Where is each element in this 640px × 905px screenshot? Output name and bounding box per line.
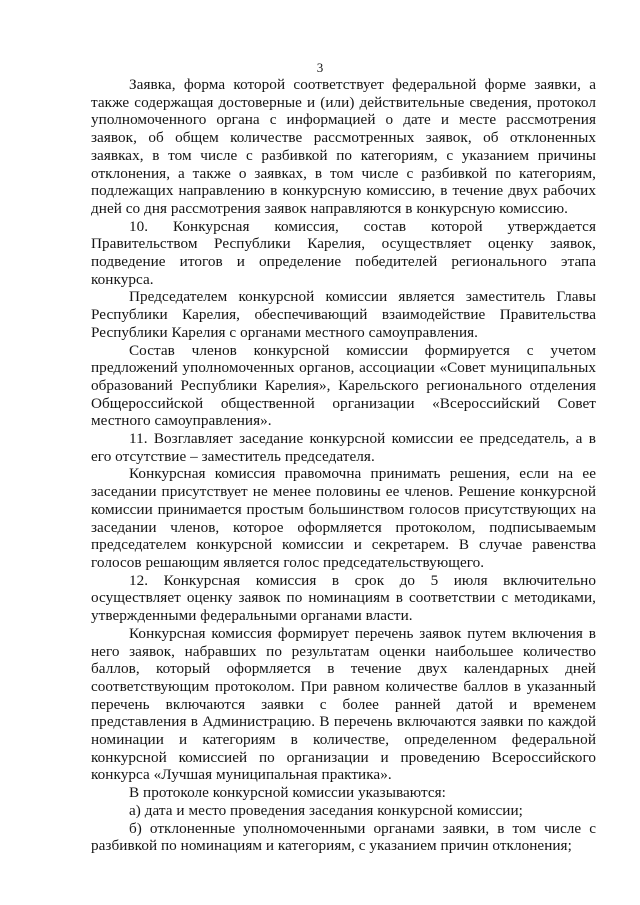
paragraph-12-evaluation-deadline: 12. Конкурсная комиссия в срок до 5 июля включительно осуществляет оценку заявок по номинациям в соответствии с методиками, утвержденными федеральными органами власти. — [91, 571, 596, 625]
paragraph-11-meeting-chair: 11. Возглавляет заседание конкурсной комиссии ее председатель, а в его отсутствие – заместитель председателя. — [91, 430, 596, 465]
list-item-b-rejected-applications: б) отклоненные уполномоченными органами заявки, в том числе с разбивкой по номинациям и категориям, с указанием причин отклонения; — [91, 819, 596, 855]
paragraph-quorum-decisions: Конкурсная комиссия правомочна принимать решения, если на ее заседании присутствует не менее половины ее членов. Решение конкурсной комиссии принимается простым большинством голосов присутствующих на заседании членов, которое оформляется протоколом, подписываемым председателем конкурсной комиссии и секретарем. В случае равенства голосов решающим является голос председательствующего. — [91, 465, 596, 571]
paragraph-10-commission-composition: 10. Конкурсная комиссия, состав которой утверждается Правительством Республики Карелия, осуществляет оценку заявок, подведение итогов и определение победителей регионального этапа конкурса. — [91, 217, 596, 288]
paragraph-protocol-contents: В протоколе конкурсной комиссии указываются: — [129, 784, 446, 802]
paragraph-applications-list: Конкурсная комиссия формирует перечень заявок путем включения в него заявок, набравших по результатам оценки наибольшее количество баллов, который оформляется в течение двух календарных дней соответствующим протоколом. При равном количестве баллов в указанный перечень включаются заявки с более ранней датой и временем представления в Администрацию. В перечень включаются заявки по каждой номинации и категориям в количестве, определенном федеральной конкурсной комиссией по организации и проведению Всероссийского конкурса «Лучшая муниципальная практика». — [91, 624, 596, 784]
paragraph-commission-members: Состав членов конкурсной комиссии формируется с учетом предложений уполномоченных органов, ассоциации «Совет муниципальных образований Республики Карелия», Карельского регионального отделения Общероссийской общественной организации «Всероссийский Совет местного самоуправления». — [91, 341, 596, 430]
paragraph-commission-chair: Председателем конкурсной комиссии является заместитель Главы Республики Карелия, обеспечивающий взаимодействие Правительства Республики Карелия с органами местного самоуправления. — [91, 288, 596, 341]
list-item-a-meeting-date-place: а) дата и место проведения заседания конкурсной комиссии; — [129, 801, 523, 819]
paragraph-application-form: Заявка, форма которой соответствует федеральной форме заявки, а также содержащая достоверные и (или) действительные сведения, протокол уполномоченного органа с информацией о дате и месте рассмотрения заявок, об общем количестве рассмотренных заявок, об отклоненных заявках, в том числе с разбивкой по категориям, с указанием причины отклонения, а также о заявках, в том числе с разбивкой по категориям, подлежащих направлению в конкурсную комиссию, в течение двух рабочих дней со дня рассмотрения заявок направляются в конкурсную комиссию. — [91, 76, 596, 217]
page-number: 3 — [316, 60, 324, 75]
document-body — [91, 76, 596, 855]
